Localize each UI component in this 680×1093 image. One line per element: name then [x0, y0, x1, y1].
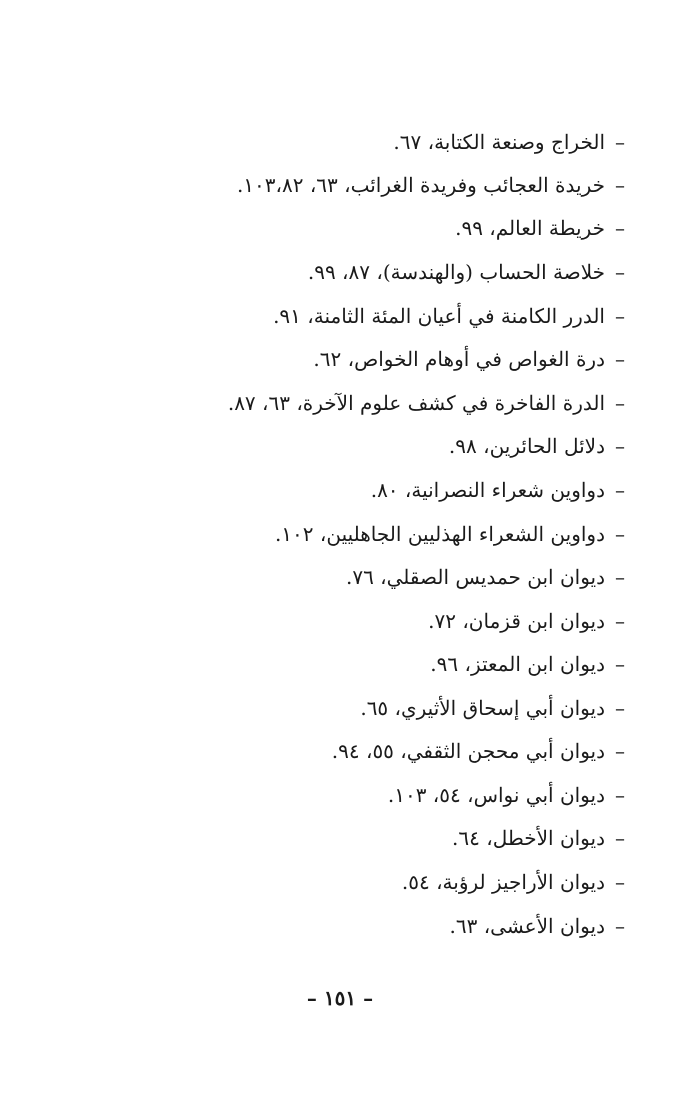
index-entry — [402, 868, 625, 896]
index-entry — [360, 694, 625, 722]
index-entry — [393, 128, 625, 156]
entry-text: خريدة العجائب وفريدة الغرائب، ٦٣، ١٠٣،٨٢. — [236, 173, 605, 197]
entry-text: درة الغواص في أوهام الخواص، ٦٢. — [313, 347, 605, 371]
entry-text: دلائل الحائرين، ٩٨. — [448, 434, 605, 458]
entry-text: دواوين شعراء النصرانية، ٨٠. — [370, 478, 605, 502]
entry-dash: – — [615, 826, 625, 850]
index-entry — [346, 563, 625, 591]
entry-dash: – — [615, 130, 625, 154]
index-entry — [228, 389, 625, 417]
index-entry — [428, 607, 625, 635]
index-entry — [449, 432, 625, 460]
entry-dash: – — [615, 434, 625, 458]
entry-text: ديوان ابن قزمان، ٧٢. — [428, 609, 605, 633]
entry-dash: – — [615, 216, 625, 240]
entry-text: ديوان الأخطل، ٦٤. — [452, 826, 605, 850]
index-entry — [455, 214, 625, 242]
entry-text: ديوان ابن حمديس الصقلي، ٧٦. — [345, 565, 605, 589]
entry-text: دواوين الشعراء الهذليين الجاهليين، ١٠٢. — [274, 522, 605, 546]
entry-dash: – — [615, 739, 625, 763]
entry-dash: – — [615, 304, 625, 328]
entry-text: الخراج وصنعة الكتابة، ٦٧. — [393, 130, 605, 154]
index-entry — [452, 824, 625, 852]
entry-dash: – — [615, 565, 625, 589]
entry-text: ديوان ابن المعتز، ٩٦. — [430, 652, 605, 676]
index-entry — [430, 650, 625, 678]
index-entry — [308, 258, 625, 286]
entry-text: ديوان أبي محجن الثقفي، ٥٥، ٩٤. — [331, 739, 605, 763]
index-entry — [275, 520, 625, 548]
entry-dash: – — [615, 870, 625, 894]
entry-dash: – — [615, 347, 625, 371]
entry-dash: – — [615, 522, 625, 546]
entry-dash: – — [615, 391, 625, 415]
index-entry — [237, 171, 625, 199]
index-entry — [313, 345, 625, 373]
entry-text: الدرر الكامنة في أعيان المئة الثامنة، ٩١. — [273, 304, 605, 328]
entry-dash: – — [615, 478, 625, 502]
entry-dash: – — [615, 260, 625, 284]
index-entry — [332, 737, 625, 765]
index-entry — [273, 302, 625, 330]
entry-text: ديوان الأراجيز لرؤبة، ٥٤. — [401, 870, 605, 894]
entry-dash: – — [615, 696, 625, 720]
entry-dash: – — [615, 652, 625, 676]
index-entry — [371, 476, 625, 504]
entry-text: ديوان الأعشى، ٦٣. — [449, 914, 605, 938]
entry-text: خلاصة الحساب (والهندسة)، ٨٧، ٩٩. — [307, 260, 605, 284]
entry-dash: – — [615, 783, 625, 807]
entry-text: الدرة الفاخرة في كشف علوم الآخرة، ٦٣، ٨٧. — [227, 391, 605, 415]
entry-text: خريطة العالم، ٩٩. — [455, 216, 605, 240]
entry-dash: – — [615, 173, 625, 197]
entry-dash: – — [615, 914, 625, 938]
entry-text: ديوان أبي نواس، ٥٤، ١٠٣. — [387, 783, 605, 807]
entry-dash: – — [615, 609, 625, 633]
index-entry — [388, 781, 625, 809]
index-entry — [450, 912, 625, 940]
entry-text: ديوان أبي إسحاق الأثيري، ٦٥. — [360, 696, 605, 720]
page-number: – ١٥١ – — [306, 986, 374, 1010]
